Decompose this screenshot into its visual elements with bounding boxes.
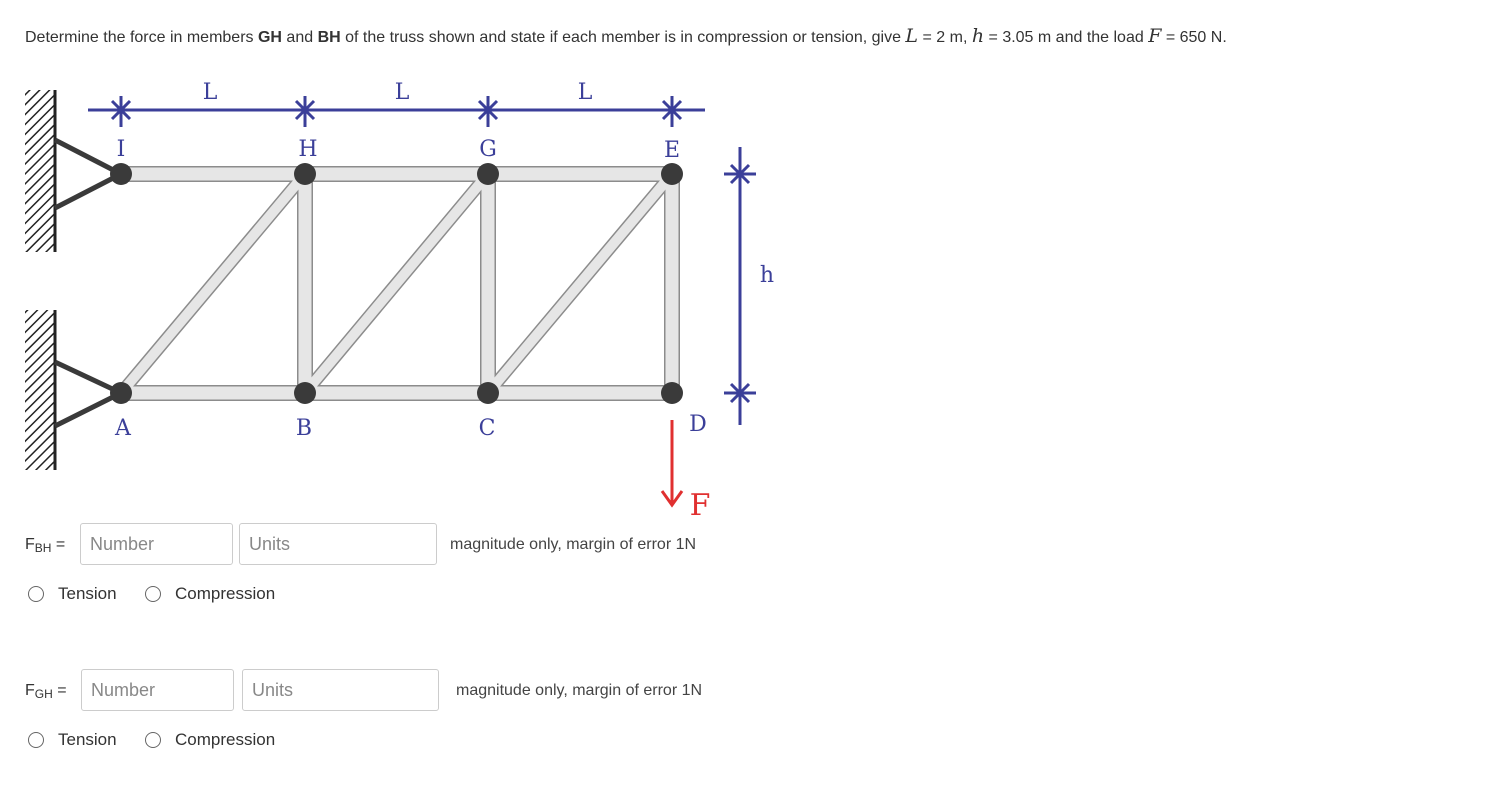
member-ce [488, 174, 672, 393]
fbh-hint: magnitude only, margin of error 1N [450, 536, 697, 553]
joint-i [110, 163, 132, 185]
fgh-compression-option[interactable] [145, 730, 275, 750]
fbh-tension-label: Tension [58, 584, 117, 603]
dim-label-l-1: L [202, 80, 218, 105]
node-label-g: G [479, 137, 497, 162]
joint-b [294, 382, 316, 404]
fgh-label-sub: GH [34, 687, 53, 701]
fgh-label [25, 682, 67, 701]
prompt-text: of the truss shown and state if each member is in compression or tension, give [340, 29, 906, 46]
fbh-units-input[interactable] [239, 523, 437, 565]
node-label-h: H [298, 137, 318, 162]
answer-row-fbh [25, 523, 785, 567]
member-ah [121, 174, 305, 393]
node-label-c: C [478, 416, 496, 441]
fgh-radio-group [25, 730, 325, 754]
radio-circle-icon[interactable] [145, 586, 161, 602]
fbh-label-eq: = [51, 536, 66, 553]
joint-c [477, 382, 499, 404]
dim-label-l-3: L [577, 80, 593, 105]
wall-hatch-top [25, 90, 55, 252]
fbh-number-input[interactable] [80, 523, 233, 565]
dim-label-l-2: L [394, 80, 410, 105]
value-L: = 2 m, [918, 29, 972, 46]
fgh-tension-label: Tension [58, 730, 117, 749]
joint-g [477, 163, 499, 185]
dimension-line-h [724, 147, 756, 425]
truss-diagram [0, 0, 800, 520]
wall-hatch-bottom [25, 310, 55, 470]
joint-h [294, 163, 316, 185]
value-h: = 3.05 m and the load [984, 29, 1149, 46]
value-F: = 650 N. [1161, 29, 1227, 46]
answer-row-fgh [25, 669, 785, 713]
node-label-i: I [116, 137, 126, 162]
radio-circle-icon[interactable] [28, 732, 44, 748]
fgh-compression-label: Compression [175, 730, 276, 749]
var-F: F [1148, 25, 1162, 47]
fgh-tension-option[interactable] [28, 730, 117, 750]
fgh-number-input[interactable] [81, 669, 234, 711]
var-h: h [971, 25, 985, 47]
fgh-label-eq: = [52, 682, 67, 699]
node-label-a: A [115, 416, 131, 441]
var-L: L [905, 25, 919, 47]
fbh-radio-group [25, 584, 325, 608]
dim-label-h: h [759, 263, 775, 288]
fbh-label-f: F [25, 536, 35, 553]
node-label-b: B [295, 416, 313, 441]
fgh-hint: magnitude only, margin of error 1N [456, 682, 703, 699]
joint-d [661, 382, 683, 404]
fgh-units-input[interactable] [242, 669, 439, 711]
fbh-label-sub: BH [34, 541, 52, 555]
prompt-text: and [281, 29, 318, 46]
node-label-d: D [689, 412, 707, 437]
load-label-f: F [689, 488, 711, 520]
joint-e [661, 163, 683, 185]
member-bg [305, 174, 488, 393]
fbh-compression-option[interactable] [145, 584, 275, 604]
fbh-compression-label: Compression [175, 584, 276, 603]
joint-a [110, 382, 132, 404]
fbh-tension-option[interactable] [28, 584, 117, 604]
fbh-label [25, 536, 65, 555]
member-gh-ref: GH [257, 29, 282, 46]
node-label-e: E [663, 138, 681, 163]
member-bh-ref: BH [317, 29, 341, 46]
radio-circle-icon[interactable] [145, 732, 161, 748]
fgh-label-f: F [25, 682, 35, 699]
radio-circle-icon[interactable] [28, 586, 44, 602]
prompt-text: Determine the force in members [25, 29, 258, 46]
load-arrow [662, 420, 682, 505]
